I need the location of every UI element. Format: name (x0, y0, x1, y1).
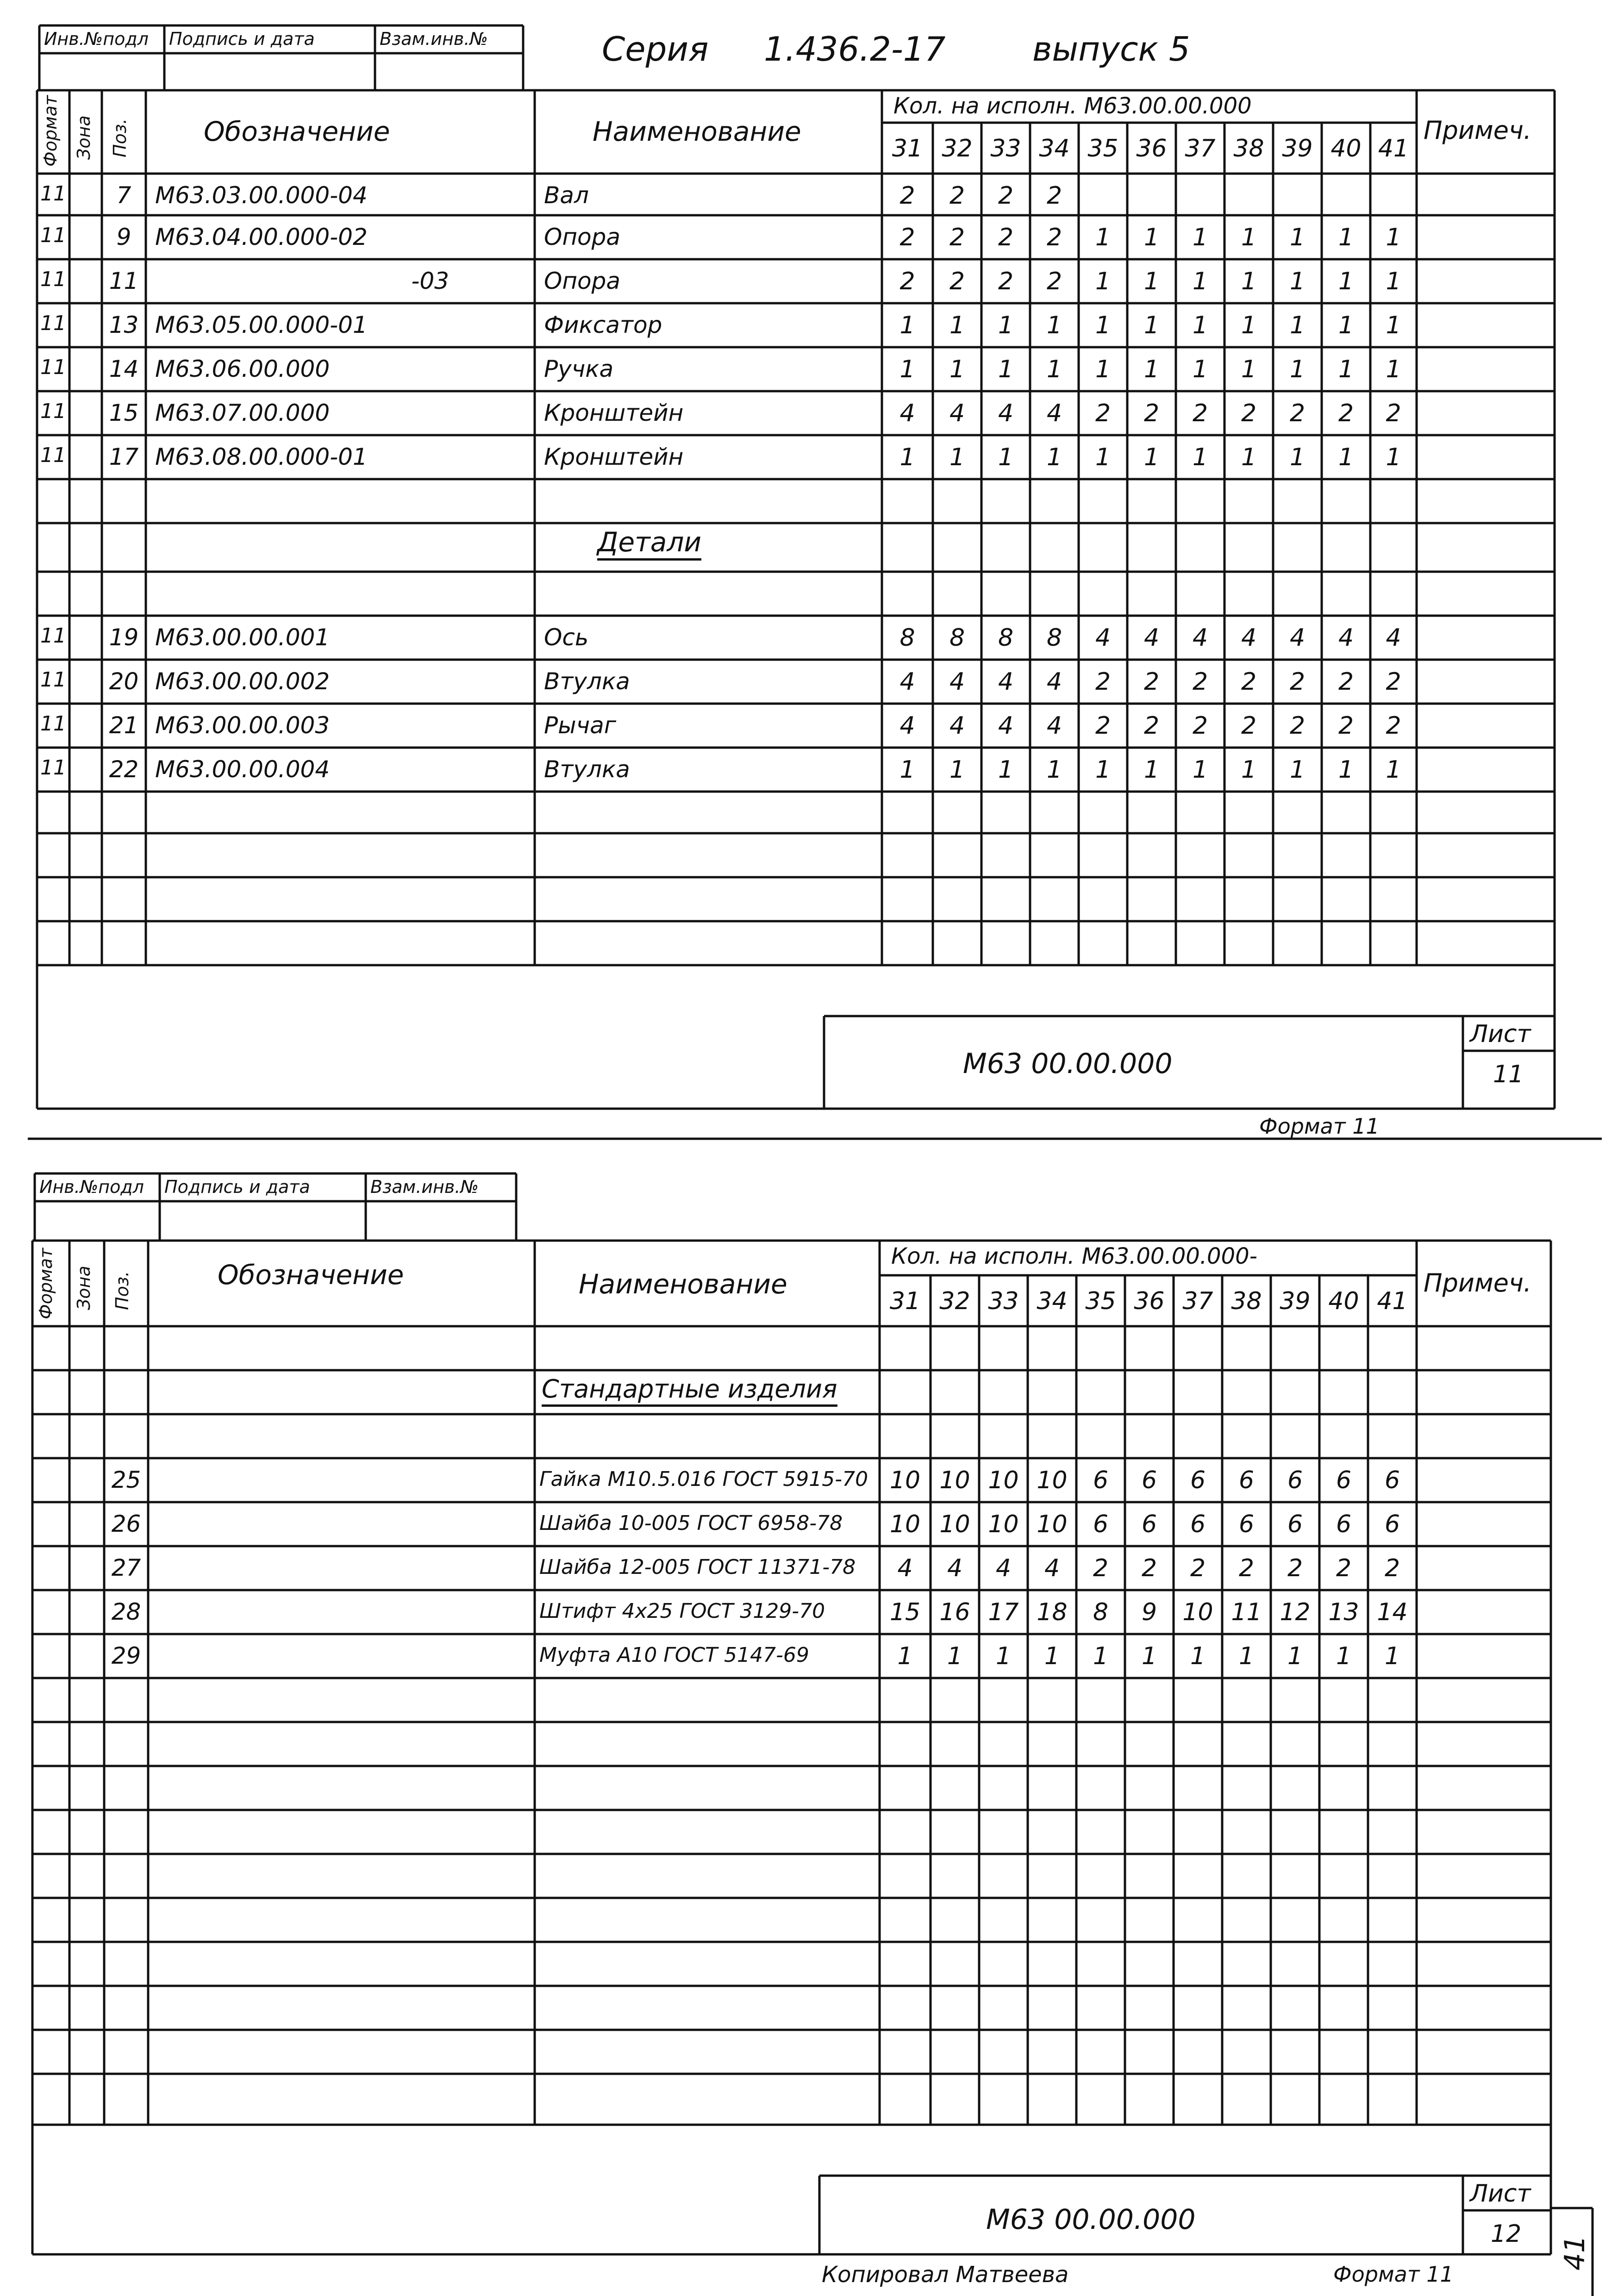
qty-cell: 6 (1384, 1510, 1400, 1538)
row-name: Гайка М10.5.016 ГОСТ 5915-70 (539, 1467, 868, 1491)
row-pos: 28 (111, 1598, 141, 1625)
qty-cell: 6 (1093, 1466, 1109, 1494)
variant-header: 41 (1377, 1287, 1408, 1315)
qty-cell: 2 (1241, 668, 1257, 696)
qty-cell: 4 (1241, 624, 1257, 652)
row-pos: 15 (109, 399, 139, 426)
qty-cell: 2 (1093, 1554, 1109, 1582)
qty-cell: 1 (897, 1642, 913, 1670)
qty-cell: 4 (949, 399, 965, 427)
qty-cell: 10 (939, 1510, 970, 1538)
qty-cell: 4 (897, 1554, 913, 1582)
qty-cell: 2 (1338, 399, 1354, 427)
qty-cell: 1 (998, 356, 1014, 383)
qty-cell: 1 (1190, 1642, 1206, 1670)
row-name: Фиксатор (544, 312, 662, 338)
qty-cell: 2 (1241, 712, 1257, 740)
stamp-sign-label: Подпись и дата (169, 29, 315, 49)
qty-cell: 1 (949, 443, 965, 471)
row-pos: 22 (109, 756, 139, 783)
row-pos: 21 (109, 712, 139, 739)
qty-cell: 2 (899, 182, 915, 210)
qty-cell: 2 (1338, 712, 1354, 740)
qty-cell: 2 (1241, 399, 1257, 427)
qty-cell: 18 (1037, 1598, 1068, 1626)
row-name: Ось (544, 624, 589, 651)
qty-cell: 1 (1338, 756, 1354, 784)
col-name-header: Наименование (593, 116, 801, 147)
qty-cell: 1 (899, 756, 915, 784)
row-pos: 26 (111, 1510, 141, 1537)
row-name: Рычаг (544, 712, 617, 739)
row-format: 11 (40, 312, 66, 335)
row-pos: 13 (109, 312, 139, 338)
row-format: 11 (40, 268, 66, 291)
row-designation: М63.00.00.003 (155, 712, 330, 739)
qty-cell: 6 (1141, 1466, 1157, 1494)
row-designation: М63.08.00.000-01 (155, 443, 368, 470)
row-name: Кронштейн (544, 443, 684, 470)
qty-cell: 15 (889, 1598, 921, 1626)
col-note-header: Примеч. (1424, 116, 1532, 145)
qty-cell: 1 (1095, 756, 1111, 784)
qty-cell: 2 (1143, 399, 1160, 427)
variant-header: 40 (1330, 135, 1362, 162)
qty-cell: 1 (1143, 443, 1160, 471)
col2-name-header: Наименование (579, 1268, 787, 1300)
variant-header: 34 (1039, 135, 1070, 162)
row-name: Опора (544, 224, 621, 250)
qty-cell: 2 (1338, 668, 1354, 696)
copied-by: Копировал Матвеева (822, 2262, 1069, 2288)
qty-cell: 2 (1095, 712, 1111, 740)
qty-cell: 10 (1037, 1510, 1068, 1538)
qty-cell: 1 (998, 756, 1014, 784)
variant-header: 37 (1182, 1287, 1213, 1315)
qty-cell: 1 (1338, 224, 1354, 251)
qty-cell: 1 (1241, 756, 1257, 784)
qty-cell: 2 (998, 268, 1014, 295)
qty-cell: 2 (1095, 668, 1111, 696)
qty-cell: 1 (1338, 356, 1354, 383)
qty-cell: 2 (1386, 668, 1401, 696)
qty-cell: 1 (1241, 268, 1257, 295)
qty-cell: 4 (998, 712, 1014, 740)
col2-designation-header: Обозначение (218, 1259, 404, 1291)
qty-cell: 1 (1241, 312, 1257, 339)
row-name: Ручка (544, 356, 614, 382)
qty-cell: 16 (939, 1598, 970, 1626)
sheet1-doc-number: М63 00.00.000 (963, 1048, 1173, 1080)
qty-cell: 1 (1095, 224, 1111, 251)
variant-header: 38 (1231, 1287, 1262, 1315)
qty-cell: 1 (947, 1642, 963, 1670)
qty-cell: 4 (899, 712, 915, 740)
qty-cell: 8 (899, 624, 915, 652)
sheet1-format-caption: Формат 11 (1259, 1114, 1380, 1139)
qty-cell: 1 (1289, 224, 1305, 251)
qty-cell: 6 (1093, 1510, 1109, 1538)
qty-cell: 1 (1046, 756, 1062, 784)
sheet2-doc-number: М63 00.00.000 (986, 2203, 1196, 2236)
qty-cell: 2 (1143, 668, 1160, 696)
series-number: 1.436.2-17 (764, 30, 946, 69)
qty-cell: 1 (1192, 312, 1208, 339)
qty-cell: 6 (1384, 1466, 1400, 1494)
row-pos: 29 (111, 1642, 141, 1669)
qty-cell: 1 (1192, 756, 1208, 784)
row-pos: 7 (116, 182, 131, 209)
qty-cell: 1 (1192, 356, 1208, 383)
qty-cell: 1 (899, 356, 915, 383)
row-designation: М63.05.00.000-01 (155, 312, 368, 338)
qty-cell: 4 (995, 1554, 1012, 1582)
section-title: Стандартные изделия (542, 1377, 837, 1407)
qty-cell: 1 (1338, 312, 1354, 339)
qty-cell: 4 (1046, 399, 1062, 427)
row-name: Вал (544, 182, 589, 209)
qty-cell: 4 (1095, 624, 1111, 652)
qty-cell: 10 (889, 1510, 921, 1538)
row-format: 11 (40, 224, 66, 247)
qty-cell: 1 (1093, 1642, 1109, 1670)
qty-cell: 1 (995, 1642, 1012, 1670)
qty-cell: 1 (1141, 1642, 1157, 1670)
row-name: Втулка (544, 756, 630, 783)
qty-cell: 1 (1095, 443, 1111, 471)
row-name: Втулка (544, 668, 630, 695)
col2-pos-header: Поз. (112, 1271, 132, 1310)
row-pos: 27 (111, 1554, 141, 1581)
row-format: 11 (40, 712, 66, 736)
qty-cell: 4 (998, 668, 1014, 696)
qty-cell: 2 (1192, 712, 1208, 740)
qty-cell: 1 (899, 312, 915, 339)
qty-cell: 2 (1287, 1554, 1303, 1582)
variant-header: 40 (1328, 1287, 1359, 1315)
row-format: 11 (40, 399, 66, 423)
qty-cell: 4 (1143, 624, 1160, 652)
row-designation: М63.03.00.000-04 (155, 182, 368, 209)
margin-number: 41 (1559, 2235, 1591, 2271)
issue-label: выпуск 5 (1032, 30, 1190, 69)
stamp2-replace-label: Взам.инв.№ (370, 1177, 479, 1197)
qty-cell: 1 (1384, 1642, 1400, 1670)
qty-cell: 1 (1386, 356, 1401, 383)
variant-header: 33 (988, 1287, 1019, 1315)
qty-cell: 1 (1143, 356, 1160, 383)
qty-cell: 2 (1192, 399, 1208, 427)
qty-cell: 2 (949, 182, 965, 210)
qty-cell: 1 (1386, 312, 1401, 339)
qty-cell: 6 (1238, 1466, 1255, 1494)
qty-cell: 4 (1386, 624, 1401, 652)
qty-cell: 6 (1190, 1510, 1206, 1538)
variant-header: 33 (990, 135, 1021, 162)
variant-header: 39 (1282, 135, 1313, 162)
qty-cell: 10 (988, 1466, 1019, 1494)
qty-cell: 10 (939, 1466, 970, 1494)
qty-cell: 1 (1044, 1642, 1060, 1670)
qty-cell: 2 (949, 268, 965, 295)
variant-header: 36 (1136, 135, 1167, 162)
qty-cell: 1 (1238, 1642, 1255, 1670)
qty-cell: 2 (998, 224, 1014, 251)
qty-cell: 6 (1287, 1466, 1303, 1494)
qty-cell: 1 (1192, 268, 1208, 295)
row-name: Шайба 12-005 ГОСТ 11371-78 (539, 1555, 856, 1579)
qty-cell: 4 (949, 712, 965, 740)
qty-cell: 6 (1238, 1510, 1255, 1538)
qty-cell: 2 (1386, 712, 1401, 740)
qty-cell: 11 (1231, 1598, 1262, 1626)
qty-cell: 2 (1143, 712, 1160, 740)
row-format: 11 (40, 356, 66, 379)
row-designation: М63.00.00.001 (155, 624, 330, 651)
qty-cell: 1 (1289, 443, 1305, 471)
qty-cell: 2 (1238, 1554, 1255, 1582)
qty-cell: 13 (1328, 1598, 1359, 1626)
row-format: 11 (40, 182, 66, 206)
row-designation: М63.06.00.000 (155, 356, 330, 382)
qty-cell: 4 (1192, 624, 1208, 652)
variant-header: 34 (1037, 1287, 1068, 1315)
qty-cell: 10 (988, 1510, 1019, 1538)
qty-cell: 1 (1287, 1642, 1303, 1670)
row-name: Муфта А10 ГОСТ 5147-69 (539, 1643, 809, 1667)
row-designation: М63.00.00.004 (155, 756, 330, 783)
row-name: Штифт 4х25 ГОСТ 3129-70 (539, 1599, 825, 1623)
qty-cell: 1 (1143, 268, 1160, 295)
qty-cell: 4 (1044, 1554, 1060, 1582)
qty-cell: 6 (1190, 1466, 1206, 1494)
qty-cell: 2 (1289, 399, 1305, 427)
qty-cell: 1 (1338, 443, 1354, 471)
col2-zone-header: Зона (74, 1266, 94, 1310)
qty-cell: 8 (1093, 1598, 1109, 1626)
row-name: Опора (544, 268, 621, 294)
qty-cell: 2 (899, 224, 915, 251)
qty-cell: 1 (1143, 312, 1160, 339)
qty-cell: 1 (1192, 443, 1208, 471)
row-designation: М63.00.00.002 (155, 668, 330, 695)
qty-cell: 1 (1046, 312, 1062, 339)
qty-cell: 1 (1095, 312, 1111, 339)
qty-cell: 2 (949, 224, 965, 251)
qty-cell: 2 (1046, 224, 1062, 251)
col-pos-header: Поз. (110, 118, 130, 157)
variant-header: 32 (939, 1287, 970, 1315)
qty-cell: 2 (1386, 399, 1401, 427)
qty-cell: 1 (1386, 268, 1401, 295)
qty-cell: 2 (899, 268, 915, 295)
row-format: 11 (40, 756, 66, 780)
qty-cell: 1 (998, 312, 1014, 339)
qty-cell: 10 (1182, 1598, 1213, 1626)
sheet2-sheet-label: Лист (1470, 2180, 1531, 2208)
qty-cell: 2 (1190, 1554, 1206, 1582)
col-designation-header: Обозначение (204, 116, 390, 147)
qty-cell: 1 (899, 443, 915, 471)
qty-cell: 6 (1141, 1510, 1157, 1538)
qty-cell: 4 (1338, 624, 1354, 652)
row-pos: 17 (109, 443, 139, 470)
qty-cell: 1 (949, 312, 965, 339)
variant-header: 41 (1378, 135, 1409, 162)
variant-header: 35 (1087, 135, 1118, 162)
qty-cell: 8 (949, 624, 965, 652)
row-format: 11 (40, 443, 66, 467)
qty-cell: 2 (1141, 1554, 1157, 1582)
col2-note-header: Примеч. (1424, 1268, 1532, 1298)
qty-cell: 4 (899, 668, 915, 696)
col-format-header: Формат (40, 95, 61, 167)
qty2-header: Кол. на исполн. М63.00.00.000- (891, 1243, 1257, 1269)
sheet2-format-caption: Формат 11 (1333, 2262, 1454, 2287)
stamp-inv-label: Инв.№подл (44, 29, 149, 49)
qty-header: Кол. на исполн. М63.00.00.000 (893, 93, 1252, 119)
variant-header: 37 (1185, 135, 1216, 162)
qty-cell: 4 (947, 1554, 963, 1582)
qty-cell: 1 (1046, 443, 1062, 471)
col-zone-header: Зона (74, 115, 94, 160)
row-pos: 25 (111, 1466, 141, 1493)
qty-cell: 1 (1289, 756, 1305, 784)
qty-cell: 2 (1046, 182, 1062, 210)
row-designation: М63.07.00.000 (155, 399, 330, 426)
qty-cell: 1 (949, 356, 965, 383)
qty-cell: 6 (1287, 1510, 1303, 1538)
qty-cell: 4 (949, 668, 965, 696)
row-pos: 9 (116, 224, 131, 250)
qty-cell: 12 (1280, 1598, 1311, 1626)
qty-cell: 2 (1192, 668, 1208, 696)
qty-cell: 4 (1046, 668, 1062, 696)
variant-header: 31 (889, 1287, 921, 1315)
qty-cell: 1 (998, 443, 1014, 471)
stamp-replace-label: Взам.инв.№ (380, 29, 488, 49)
qty-cell: 9 (1141, 1598, 1157, 1626)
qty-cell: 2 (1336, 1554, 1352, 1582)
qty-cell: 2 (1046, 268, 1062, 295)
stamp2-inv-label: Инв.№подл (39, 1177, 144, 1197)
qty-cell: 1 (1241, 224, 1257, 251)
qty-cell: 10 (1037, 1466, 1068, 1494)
row-pos: 11 (109, 268, 139, 294)
row-designation: -03 (411, 268, 449, 294)
qty-cell: 1 (1386, 443, 1401, 471)
row-designation: М63.04.00.000-02 (155, 224, 368, 250)
qty-cell: 2 (998, 182, 1014, 210)
variant-header: 38 (1233, 135, 1264, 162)
qty-cell: 2 (1289, 712, 1305, 740)
qty-cell: 4 (1289, 624, 1305, 652)
qty-cell: 2 (1095, 399, 1111, 427)
qty-cell: 1 (1338, 268, 1354, 295)
qty-cell: 1 (1386, 224, 1401, 251)
row-pos: 14 (109, 356, 139, 382)
qty-cell: 8 (1046, 624, 1062, 652)
qty-cell: 10 (889, 1466, 921, 1494)
stamp2-sign-label: Подпись и дата (164, 1177, 310, 1197)
qty-cell: 1 (1336, 1642, 1352, 1670)
variant-header: 39 (1280, 1287, 1311, 1315)
sheet1-sheet-label: Лист (1470, 1020, 1531, 1048)
qty-cell: 1 (1095, 268, 1111, 295)
qty-cell: 1 (1241, 356, 1257, 383)
variant-header: 31 (892, 135, 923, 162)
qty-cell: 1 (1241, 443, 1257, 471)
qty-cell: 6 (1336, 1466, 1352, 1494)
series-label: Серия (602, 30, 709, 69)
qty-cell: 1 (1192, 224, 1208, 251)
row-pos: 20 (109, 668, 139, 695)
qty-cell: 1 (1143, 756, 1160, 784)
qty-cell: 4 (1046, 712, 1062, 740)
sheet2-sheet-number: 12 (1491, 2220, 1522, 2248)
qty-cell: 1 (1143, 224, 1160, 251)
row-format: 11 (40, 624, 66, 648)
row-format: 11 (40, 668, 66, 692)
variant-header: 32 (942, 135, 973, 162)
variant-header: 36 (1134, 1287, 1165, 1315)
qty-cell: 8 (998, 624, 1014, 652)
qty-cell: 17 (988, 1598, 1019, 1626)
variant-header: 35 (1085, 1287, 1116, 1315)
qty-cell: 2 (1384, 1554, 1400, 1582)
qty-cell: 1 (1046, 356, 1062, 383)
qty-cell: 1 (1289, 312, 1305, 339)
qty-cell: 1 (1289, 356, 1305, 383)
qty-cell: 6 (1336, 1510, 1352, 1538)
sheet1-sheet-number: 11 (1493, 1061, 1524, 1088)
row-name: Кронштейн (544, 399, 684, 426)
qty-cell: 1 (949, 756, 965, 784)
qty-cell: 2 (1289, 668, 1305, 696)
col2-format-header: Формат (36, 1248, 56, 1319)
row-pos: 19 (109, 624, 139, 651)
qty-cell: 1 (1289, 268, 1305, 295)
section-title: Детали (597, 529, 701, 561)
qty-cell: 1 (1095, 356, 1111, 383)
qty-cell: 1 (1386, 756, 1401, 784)
qty-cell: 14 (1377, 1598, 1408, 1626)
row-name: Шайба 10-005 ГОСТ 6958-78 (539, 1511, 843, 1535)
qty-cell: 4 (998, 399, 1014, 427)
qty-cell: 4 (899, 399, 915, 427)
